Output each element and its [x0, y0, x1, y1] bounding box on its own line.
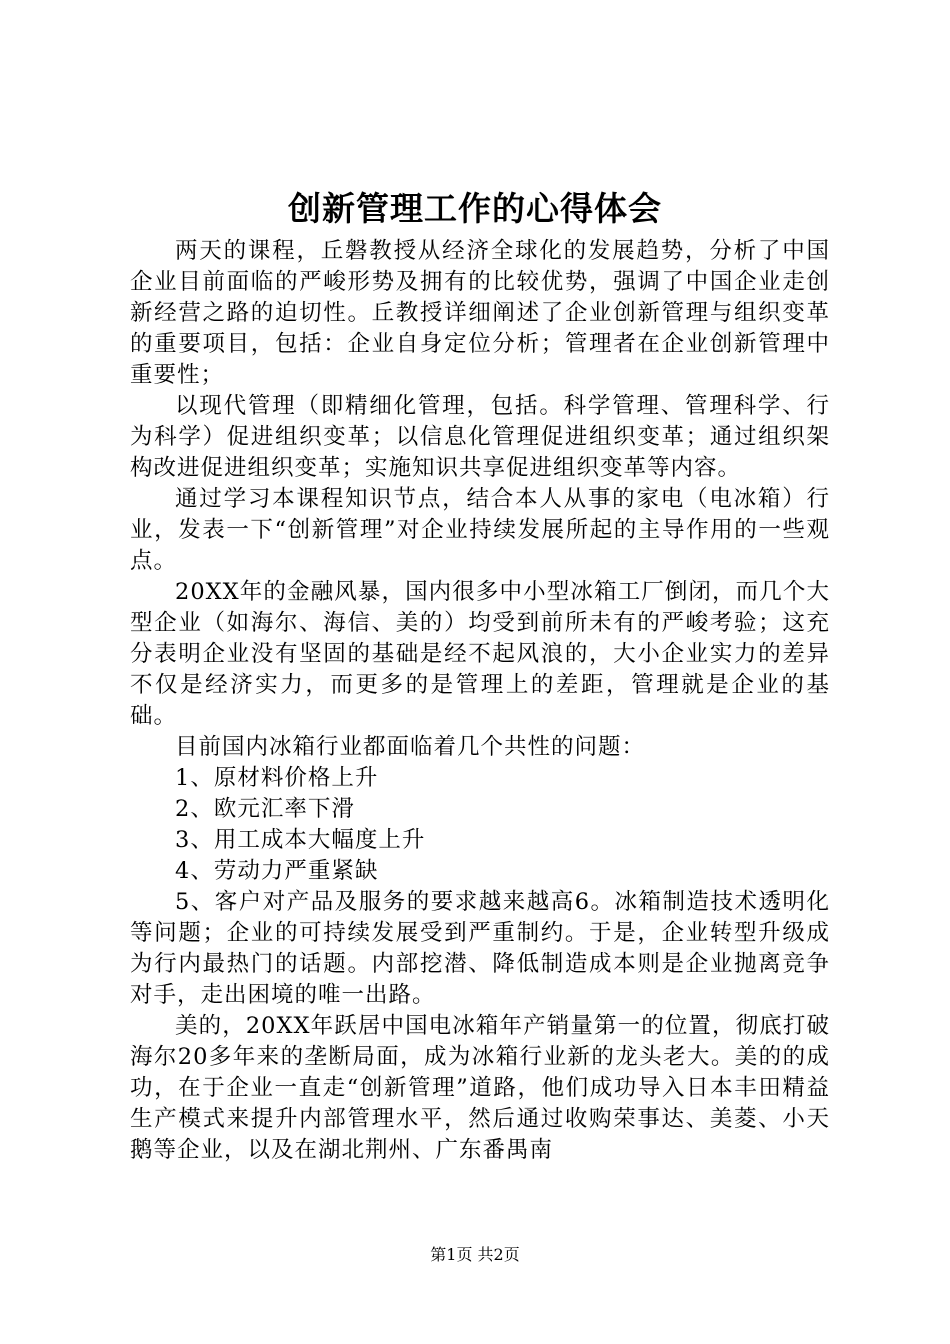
document-body	[130, 236, 830, 1166]
paragraph: 以现代管理（即精细化管理，包括。科学管理、管理科学、行为科学）促进组织变革；以信息化管理促进组织变革；通过组织架构改进促进组织变革；实施知识共享促进组织变革等内容。	[130, 393, 830, 481]
list-item: 2、欧元汇率下滑	[175, 796, 355, 822]
paragraph: 目前国内冰箱行业都面临着几个共性的问题：	[175, 734, 646, 760]
paragraph: 5、客户对产品及服务的要求越来越高6。冰箱制造技术透明化等问题；企业的可持续发展受到严重制约。于是，企业转型升级成为行内最热门的话题。内部挖潜、降低制造成本则是企业抛离竞争对手，走出困境的唯一出路。	[130, 889, 830, 1008]
list-item: 1、原材料价格上升	[175, 765, 379, 791]
paragraph: 通过学习本课程知识节点，结合本人从事的家电（电冰箱）行业，发表一下“创新管理”对企业持续发展所起的主导作用的一些观点。	[130, 486, 830, 574]
paragraph: 20XX年的金融风暴，国内很多中小型冰箱工厂倒闭，而几个大型企业（如海尔、海信、美的）均受到前所未有的严峻考验；这充分表明企业没有坚固的基础是经不起风浪的，大小企业实力的差异不仅是经济实力，而更多的是管理上的差距，管理就是企业的基础。	[130, 579, 830, 729]
paragraph: 美的，20XX年跃居中国电冰箱年产销量第一的位置，彻底打破海尔20多年来的垄断局面，成为冰箱行业新的龙头老大。美的的成功，在于企业一直走“创新管理”道路，他们成功导入日本丰田精益生产模式来提升内部管理水平，然后通过收购荣事达、美菱、小天鹅等企业，以及在湖北荆州、广东番禺南	[130, 1013, 830, 1163]
list-item: 3、用工成本大幅度上升	[175, 827, 426, 853]
document-title: 创新管理工作的心得体会	[288, 189, 662, 228]
page-footer: 第1页 共2页	[430, 1245, 520, 1264]
list-item: 4、劳动力严重紧缺	[175, 858, 379, 884]
paragraph: 两天的课程，丘磐教授从经济全球化的发展趋势，分析了中国企业目前面临的严峻形势及拥有的比较优势，强调了中国企业走创新经营之路的迫切性。丘教授详细阐述了企业创新管理与组织变革的重要项目，包括：企业自身定位分析；管理者在企业创新管理中重要性；	[130, 238, 830, 388]
